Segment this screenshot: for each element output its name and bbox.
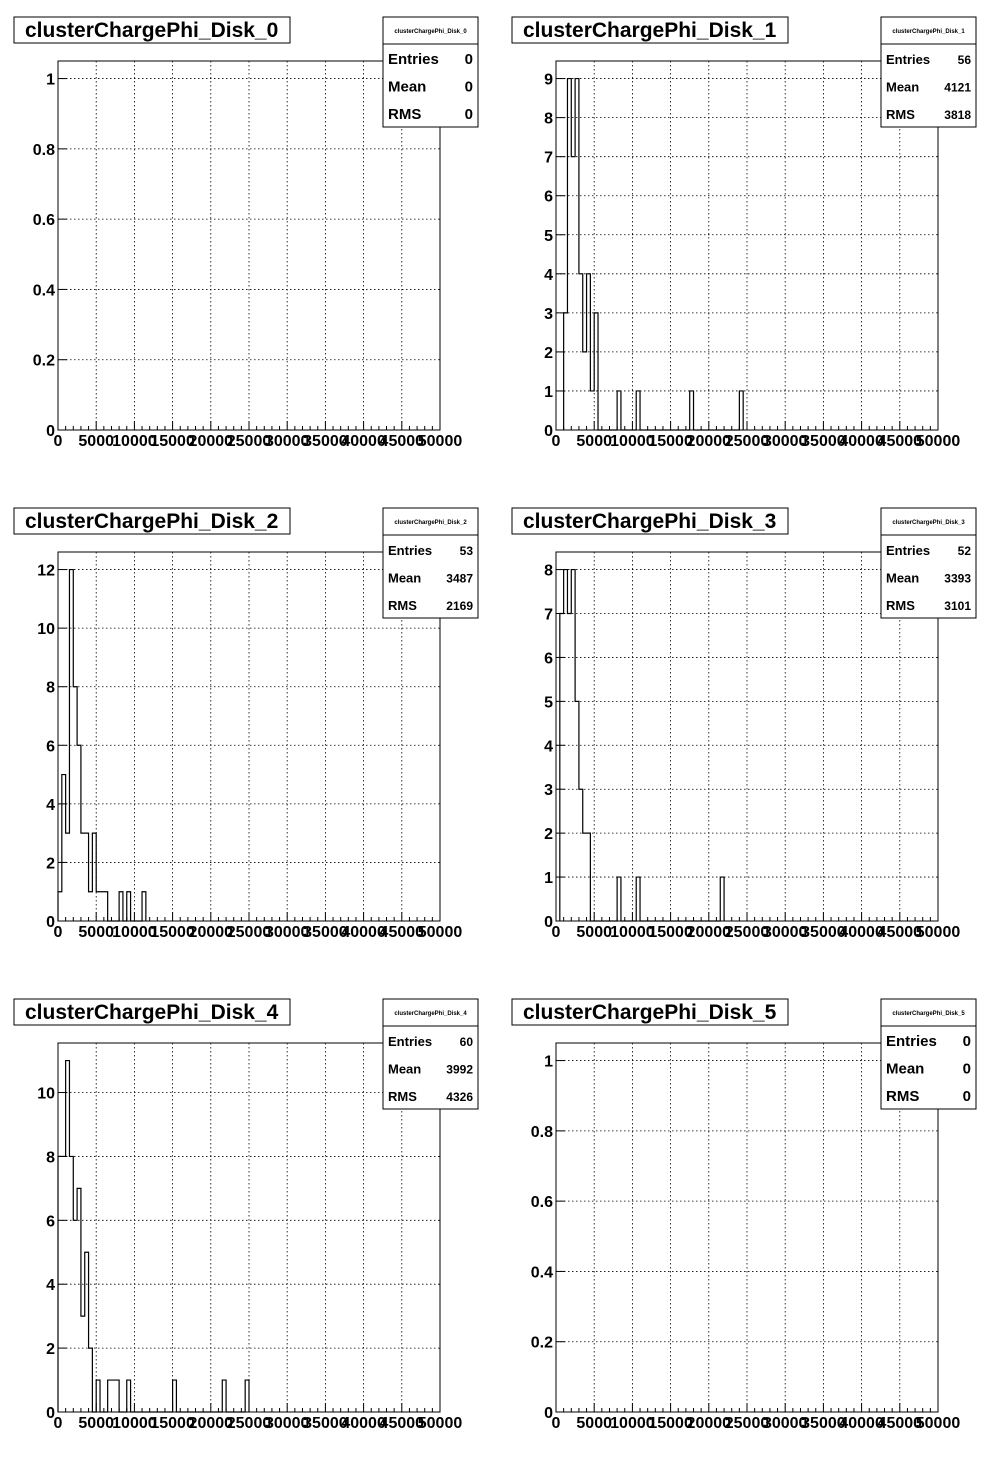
x-tick-label: 30000 [762, 924, 808, 941]
x-tick-label: 10000 [610, 1415, 655, 1432]
x-tick-label: 30000 [264, 924, 310, 941]
y-tick-label: 1 [544, 383, 553, 401]
histogram-bin [571, 157, 575, 430]
y-tick-label: 6 [46, 738, 55, 756]
histogram-panel [512, 508, 976, 941]
y-tick-label: 7 [544, 149, 553, 167]
x-tick-label: 35000 [303, 1415, 348, 1432]
x-tick-label: 50000 [417, 1415, 463, 1432]
stats-label: RMS [886, 107, 915, 122]
x-tick-label: 0 [53, 924, 63, 941]
stats-label: Entries [388, 543, 433, 558]
y-tick-label: 0 [46, 423, 55, 440]
y-tick-label: 4 [544, 266, 553, 284]
y-tick-label: 3 [544, 782, 553, 800]
y-tick-label: 4 [544, 738, 553, 756]
y-tick-label: 0 [46, 1405, 55, 1422]
histogram-outline [564, 79, 744, 430]
y-tick-label: 0 [544, 423, 553, 440]
x-tick-label: 15000 [648, 433, 693, 450]
histogram-panel [512, 999, 976, 1432]
chart-title: clusterChargePhi_Disk_2 [25, 510, 279, 533]
stats-name: clusterChargePhi_Disk_1 [892, 29, 965, 35]
y-tick-label: 0.2 [530, 1334, 553, 1352]
stats-value: 3101 [944, 599, 971, 613]
stats-label: Mean [388, 78, 427, 96]
stats-value: 53 [459, 544, 473, 558]
stats-label: RMS [388, 598, 417, 613]
stats-value: 3487 [446, 571, 473, 586]
x-tick-label: 40000 [839, 1415, 884, 1432]
x-tick-label: 45000 [379, 433, 425, 450]
y-tick-label: 10 [37, 1085, 55, 1103]
y-tick-label: 0.8 [32, 141, 55, 159]
stats-label: Entries [886, 543, 931, 558]
stats-value: 60 [459, 1035, 473, 1049]
x-tick-label: 20000 [188, 433, 234, 450]
histogram-bin [111, 1380, 115, 1412]
stats-value: 52 [957, 544, 971, 558]
stats-label: Mean [886, 79, 920, 95]
x-tick-label: 20000 [188, 1415, 234, 1432]
y-tick-label: 8 [544, 562, 553, 580]
y-tick-label: 0.8 [530, 1123, 553, 1141]
y-tick-label: 1 [544, 1053, 553, 1071]
x-tick-label: 5000 [576, 433, 612, 450]
x-tick-label: 35000 [801, 1415, 846, 1432]
y-tick-label: 8 [46, 679, 55, 697]
y-tick-label: 4 [46, 1277, 55, 1295]
histogram-bin [66, 833, 70, 921]
stats-label: RMS [886, 598, 915, 613]
x-tick-label: 45000 [877, 433, 923, 450]
x-tick-label: 40000 [341, 433, 386, 450]
y-tick-label: 5 [544, 694, 553, 712]
stats-label: Mean [886, 1060, 925, 1078]
x-tick-label: 5000 [78, 433, 114, 450]
stats-label: RMS [388, 1089, 417, 1104]
x-tick-label: 35000 [303, 924, 348, 941]
chart-title: clusterChargePhi_Disk_1 [523, 19, 777, 42]
x-tick-label: 35000 [303, 433, 348, 450]
x-tick-label: 25000 [724, 1415, 770, 1432]
y-tick-label: 4 [46, 796, 55, 814]
stats-value: 0 [962, 1088, 971, 1105]
stats-value: 56 [957, 53, 971, 67]
x-tick-label: 50000 [417, 924, 463, 941]
y-tick-label: 10 [37, 621, 55, 639]
x-tick-label: 25000 [226, 433, 272, 450]
stats-value: 3992 [446, 1062, 473, 1077]
y-tick-label: 8 [46, 1149, 55, 1167]
histogram-bin [81, 1316, 85, 1412]
x-tick-label: 30000 [264, 433, 310, 450]
histogram-bin [81, 833, 85, 921]
x-tick-label: 20000 [686, 924, 732, 941]
y-tick-label: 6 [544, 650, 553, 668]
x-tick-label: 40000 [341, 924, 386, 941]
x-tick-label: 20000 [686, 1415, 732, 1432]
y-tick-label: 0.4 [32, 282, 55, 300]
x-tick-label: 15000 [150, 1415, 195, 1432]
x-tick-label: 30000 [264, 1415, 310, 1432]
histogram-bin [100, 892, 104, 921]
stats-value: 4326 [446, 1090, 473, 1104]
y-tick-label: 6 [46, 1213, 55, 1231]
y-tick-label: 5 [544, 227, 553, 245]
histogram-panel [14, 17, 478, 450]
x-tick-label: 10000 [112, 924, 157, 941]
stats-value: 0 [464, 51, 473, 68]
y-tick-label: 2 [46, 855, 55, 873]
y-tick-label: 0.6 [32, 212, 55, 230]
y-tick-label: 8 [544, 110, 553, 128]
y-tick-label: 0.2 [32, 352, 55, 370]
x-tick-label: 45000 [379, 1415, 425, 1432]
x-tick-label: 5000 [576, 924, 612, 941]
x-tick-label: 45000 [877, 924, 923, 941]
stats-value: 0 [962, 1033, 971, 1050]
stats-name: clusterChargePhi_Disk_2 [394, 520, 467, 526]
stats-name: clusterChargePhi_Disk_0 [394, 29, 467, 35]
x-tick-label: 15000 [648, 924, 693, 941]
x-tick-label: 30000 [762, 1415, 808, 1432]
x-tick-label: 5000 [78, 1415, 114, 1432]
x-tick-label: 45000 [877, 1415, 923, 1432]
x-tick-label: 50000 [915, 433, 961, 450]
x-tick-label: 50000 [915, 1415, 961, 1432]
histogram-bin [567, 614, 571, 922]
x-tick-label: 15000 [648, 1415, 693, 1432]
y-tick-label: 0.4 [530, 1264, 553, 1282]
y-tick-label: 2 [544, 826, 553, 844]
stats-value: 2169 [446, 599, 473, 613]
stats-label: RMS [388, 106, 422, 123]
x-tick-label: 30000 [762, 433, 808, 450]
x-tick-label: 5000 [576, 1415, 612, 1432]
x-tick-label: 5000 [78, 924, 114, 941]
x-tick-label: 0 [551, 924, 561, 941]
stats-label: Mean [886, 570, 920, 586]
y-tick-label: 1 [46, 71, 55, 89]
x-tick-label: 25000 [724, 924, 770, 941]
x-tick-label: 35000 [801, 924, 846, 941]
x-tick-label: 50000 [915, 924, 961, 941]
stats-label: Mean [388, 1061, 422, 1077]
x-tick-label: 20000 [188, 924, 234, 941]
y-tick-label: 0 [544, 1405, 553, 1422]
x-tick-label: 0 [53, 433, 63, 450]
y-tick-label: 9 [544, 71, 553, 89]
x-tick-label: 20000 [686, 433, 732, 450]
stats-label: Entries [886, 1033, 937, 1050]
x-tick-label: 15000 [150, 924, 195, 941]
histogram-panel [14, 508, 478, 941]
y-tick-label: 3 [544, 305, 553, 323]
y-tick-label: 0 [544, 914, 553, 931]
x-tick-label: 10000 [610, 924, 655, 941]
chart-title: clusterChargePhi_Disk_0 [25, 19, 279, 42]
stats-value: 3818 [944, 108, 971, 122]
chart-title: clusterChargePhi_Disk_3 [523, 510, 777, 533]
stats-value: 0 [464, 106, 473, 123]
histogram-bin [590, 391, 594, 430]
x-tick-label: 15000 [150, 433, 195, 450]
x-tick-label: 35000 [801, 433, 846, 450]
stats-name: clusterChargePhi_Disk_3 [892, 520, 965, 526]
stats-value: 0 [464, 78, 473, 96]
y-tick-label: 2 [544, 344, 553, 362]
y-tick-label: 0.6 [530, 1194, 553, 1212]
histogram-panel [512, 17, 976, 450]
x-tick-label: 45000 [379, 924, 425, 941]
y-tick-label: 0 [46, 914, 55, 931]
y-tick-label: 2 [46, 1341, 55, 1359]
x-tick-label: 25000 [226, 924, 272, 941]
x-tick-label: 0 [53, 1415, 63, 1432]
y-tick-label: 7 [544, 606, 553, 624]
x-tick-label: 25000 [724, 433, 770, 450]
stats-label: Entries [886, 52, 931, 67]
x-tick-label: 40000 [839, 433, 884, 450]
stats-label: Entries [388, 51, 439, 68]
histogram-outline [58, 1061, 249, 1412]
x-tick-label: 25000 [226, 1415, 272, 1432]
histogram-bin [96, 892, 100, 921]
histogram-bin [89, 892, 93, 921]
y-tick-label: 6 [544, 188, 553, 206]
stats-label: Mean [388, 570, 422, 586]
x-tick-label: 10000 [610, 433, 655, 450]
y-tick-label: 12 [37, 562, 55, 580]
x-tick-label: 0 [551, 433, 561, 450]
chart-title: clusterChargePhi_Disk_5 [523, 1001, 777, 1024]
stats-name: clusterChargePhi_Disk_5 [892, 1011, 965, 1017]
x-tick-label: 10000 [112, 433, 157, 450]
x-tick-label: 10000 [112, 1415, 157, 1432]
stats-label: Entries [388, 1034, 433, 1049]
x-tick-label: 0 [551, 1415, 561, 1432]
stats-label: RMS [886, 1088, 920, 1105]
histogram-bin [73, 1220, 77, 1412]
stats-value: 4121 [944, 80, 971, 95]
chart-title: clusterChargePhi_Disk_4 [25, 1001, 279, 1024]
x-tick-label: 50000 [417, 433, 463, 450]
x-tick-label: 40000 [839, 924, 884, 941]
stats-value: 0 [962, 1060, 971, 1078]
stats-value: 3393 [944, 571, 971, 586]
x-tick-label: 40000 [341, 1415, 386, 1432]
stats-name: clusterChargePhi_Disk_4 [394, 1011, 467, 1017]
histogram-panel [14, 999, 478, 1432]
y-tick-label: 1 [544, 870, 553, 888]
